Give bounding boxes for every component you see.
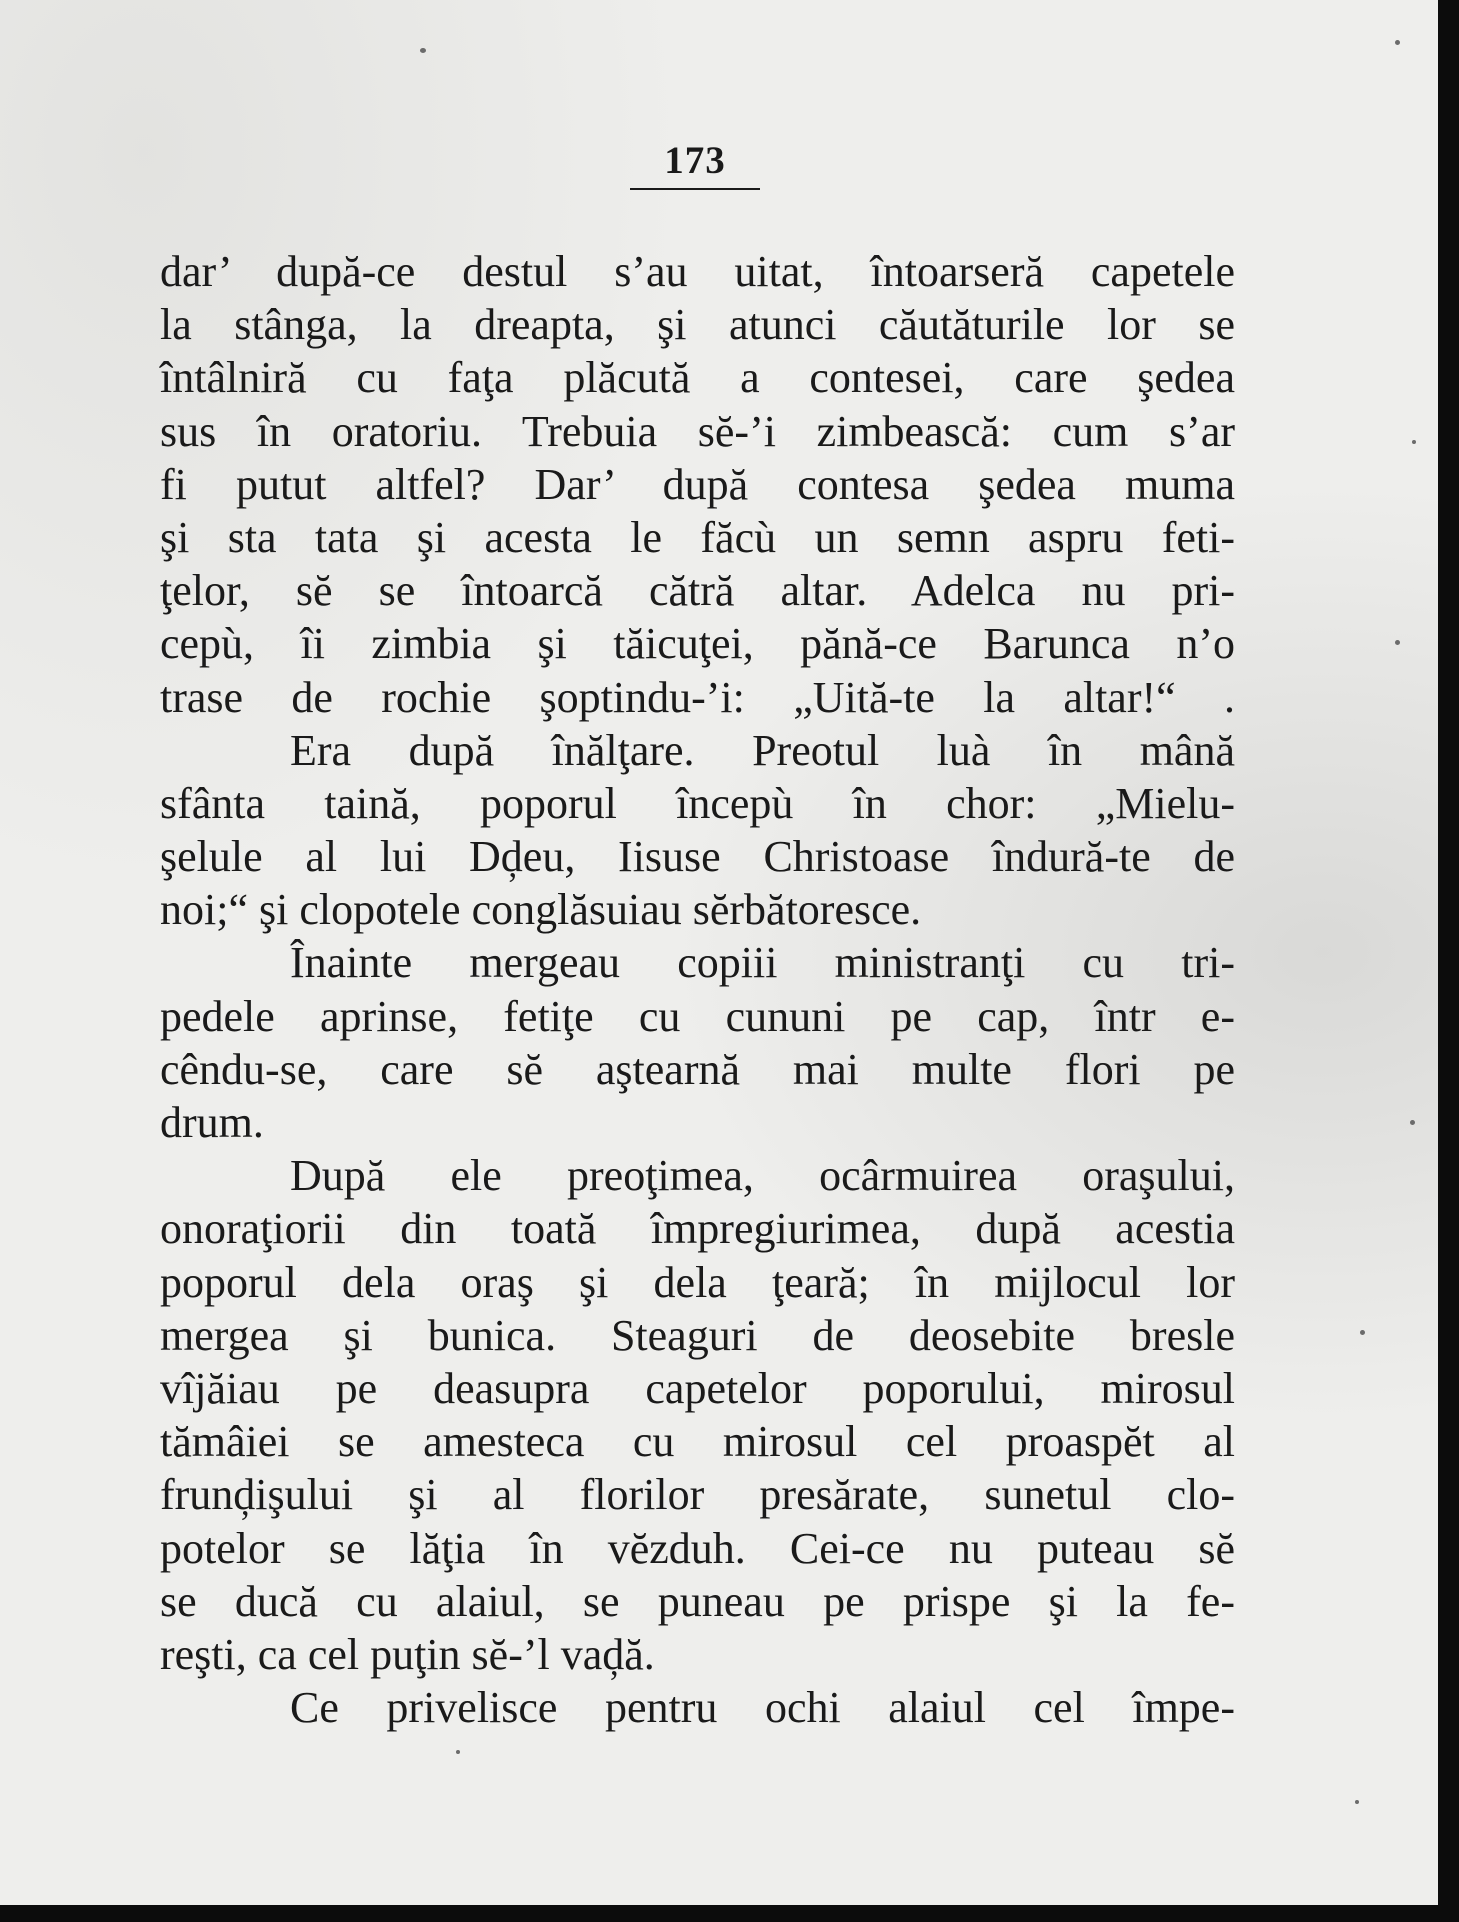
scan-speck [1410,1120,1415,1125]
text-line: ţelor, sĕ se întoarcă cătră altar. Adelca nu pri- [160,566,1235,616]
text-line: Înainte mergeau copiii ministranţi cu tri- [290,938,1235,988]
text-line: la stânga, la dreapta, şi atunci căutăturile lor se [160,300,1235,350]
scan-speck [1395,640,1400,645]
text-line: sus în oratoriu. Trebuia sĕ-’i zimbească: cum s’ar [160,406,1235,456]
scan-speck [420,48,426,53]
text-line: onoraţiorii din toată împregiurimea, după acestia [160,1204,1235,1254]
scan-speck [1395,40,1400,45]
text-line: vîjăiau pe deasupra capetelor poporului, mirosul [160,1363,1235,1413]
text-line: cepù, îi zimbia şi tăicuţei, pănă-ce Barunca n’o [160,619,1235,669]
text-line: cêndu-se, care sĕ aştearnă mai multe flori pe [160,1044,1235,1094]
text-line: sfânta taină, poporul începù în chor: „Mielu- [160,778,1235,828]
text-line: frunḑişului şi al florilor presărate, sunetul clo- [160,1470,1235,1520]
scan-speck [1412,440,1416,444]
text-line: drum. [160,1098,264,1147]
text-line: şelule al lui Dḑeu, Iisuse Christoase îndură-te de [160,832,1235,882]
text-line: noi;“ şi clopotele conglăsuiau sĕrbătoresce. [160,885,922,935]
scan-speck [1360,1330,1365,1335]
text-line: tămâiei se amesteca cu mirosul cel proaspĕt al [160,1417,1235,1467]
text-line: reşti, ca cel puţin sĕ-’l vaḑă. [160,1629,655,1679]
page-number-rule [630,188,760,190]
scan-speck [456,1750,460,1754]
page-number: 173 [664,139,726,182]
text-line: dar’ după-ce destul s’au uitat, întoarseră capetele [160,247,1235,296]
text-line: mergea şi bunica. Steaguri de deosebite bresle [160,1310,1235,1360]
text-line: Ce privelisce pentru ochi alaiul cel împe- [290,1683,1235,1733]
text-line: Era după înălţare. Preotul luà în mână [290,725,1235,775]
text-line: pedele aprinse, fetiţe cu cununi pe cap, într e- [160,991,1235,1041]
text-line: fi putut altfel? Dar’ după contesa şedea muma [160,459,1235,509]
text-line: După ele preoţimea, ocârmuirea oraşului, [290,1151,1235,1201]
text-line: se ducă cu alaiul, se puneau pe prispe şi la fe- [160,1576,1235,1626]
text-line: trase de rochie şoptindu-’i: „Uită-te la altar!“ . [160,672,1235,722]
text-line: poporul dela oraş şi dela ţeară; în mijlocul lor [160,1257,1235,1307]
text-line: şi sta tata şi acesta le făcù un semn aspru feti- [160,512,1235,562]
text-line: întâlniră cu faţa plăcută a contesei, care şedea [160,353,1235,403]
text-line: potelor se lăţia în vĕzduh. Cei-ce nu puteau sĕ [160,1523,1235,1573]
scan-speck [1355,1800,1359,1804]
body-text [160,245,1235,1734]
